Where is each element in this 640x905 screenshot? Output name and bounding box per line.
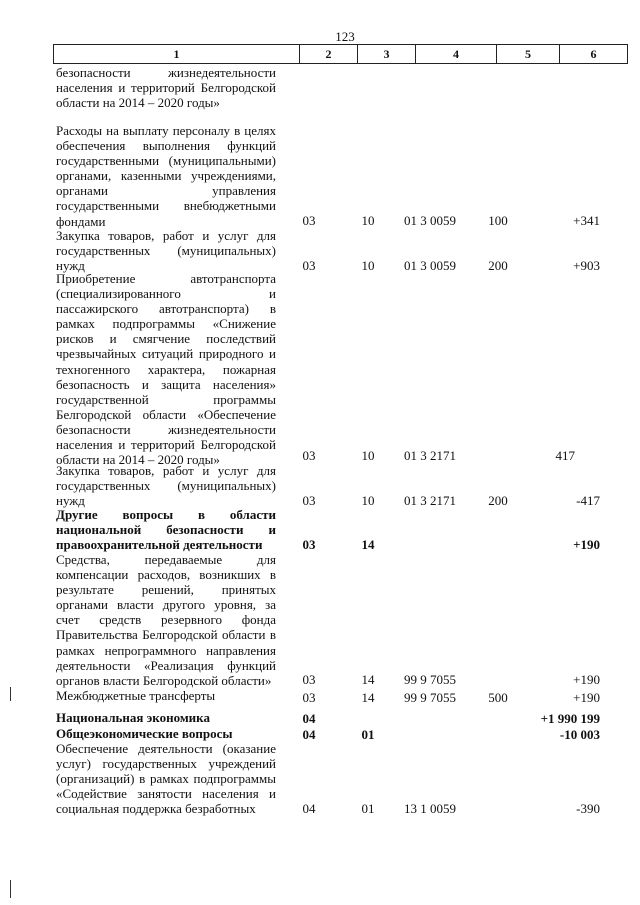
row-section: 03 (302, 671, 316, 687)
row-section: 04 (302, 726, 316, 742)
row-amount: +190 (573, 689, 600, 705)
row-section: 04 (302, 710, 316, 726)
row-description: безопасности жизнедеятельности населения и территорий Белгородской области на 2014 – 2020 годы» (56, 65, 276, 111)
row-amount: 417 (555, 447, 575, 463)
row-description: Другие вопросы в области национальной безопасности и правоохранительной деятельности (56, 507, 276, 553)
table-row (0, 463, 640, 508)
row-amount: +190 (573, 536, 600, 552)
row-description: Приобретение автотранспорта (специализированного и пассажирского автотранспорта) в рамках подпрограммы «Снижение рисков и смягчение последствий чрезвычайных ситуаций природного и техногенного характера, пожарная безопасность и защита населения» государственной программы Белгородской области «Обеспечение безопасности жизнедеятельности населения и территорий Белгородской области на 2014 – 2020 годы» (56, 271, 276, 468)
row-expense-type: 100 (488, 212, 508, 228)
row-target-code: 99 9 7055 (404, 689, 456, 705)
row-subsection: 01 (361, 800, 375, 816)
header-col-2: 2 (300, 45, 358, 64)
row-expense-type: 500 (488, 689, 508, 705)
header-col-4: 4 (416, 45, 497, 64)
table-row (0, 271, 640, 468)
row-amount: -390 (576, 800, 600, 816)
row-amount: +341 (573, 212, 600, 228)
row-subsection: 10 (361, 492, 375, 508)
row-target-code: 01 3 2171 (404, 492, 456, 508)
table-row (0, 507, 640, 552)
row-description: Закупка товаров, работ и услуг для государственных (муниципальных) нужд (56, 228, 276, 274)
table-row (0, 228, 640, 273)
row-amount: +903 (573, 257, 600, 273)
row-amount: -10 003 (559, 726, 600, 742)
row-amount: +190 (573, 671, 600, 687)
table-row (0, 710, 640, 726)
page-number: 123 (335, 29, 355, 44)
table-row (0, 552, 640, 687)
row-section: 03 (302, 212, 316, 228)
row-subsection: 14 (361, 536, 375, 552)
row-target-code: 01 3 2171 (404, 447, 456, 463)
row-section: 04 (302, 800, 316, 816)
row-amount: +1 990 199 (540, 710, 600, 726)
row-subsection: 10 (361, 212, 375, 228)
scan-margin-mark (10, 880, 11, 898)
row-target-code: 99 9 7055 (404, 671, 456, 687)
header-col-5: 5 (497, 45, 560, 64)
row-subsection: 01 (361, 726, 375, 742)
row-description: Общеэкономические вопросы (56, 726, 233, 741)
row-subsection: 10 (361, 257, 375, 273)
header-col-6: 6 (560, 45, 628, 64)
row-description: Межбюджетные трансферты (56, 688, 216, 703)
scan-margin-mark (10, 687, 11, 701)
row-target-code: 01 3 0059 (404, 212, 456, 228)
row-expense-type: 200 (488, 492, 508, 508)
table-row (0, 123, 640, 228)
table-row (0, 65, 640, 110)
header-col-3: 3 (358, 45, 416, 64)
row-description: Закупка товаров, работ и услуг для государственных (муниципальных) нужд (56, 463, 276, 509)
row-section: 03 (302, 492, 316, 508)
table-row (0, 688, 640, 705)
row-section: 03 (302, 447, 316, 463)
header-col-1: 1 (54, 45, 300, 64)
row-description: Обеспечение деятельности (оказание услуг) государственных учреждений (организаций) в рамках подпрограммы «Содействие занятости населения и социальная поддержка безработных (56, 741, 276, 817)
row-subsection: 10 (361, 447, 375, 463)
row-section: 03 (302, 689, 316, 705)
row-subsection: 14 (361, 689, 375, 705)
row-description: Расходы на выплату персоналу в целях обеспечения выполнения функций государственными (муниципальными) органами, казенными учреждениями, органами управления государственными внебюджетными фондами (56, 123, 276, 229)
row-description: Средства, передаваемые для компенсации расходов, возникших в результате решений, принятых органами власти другого уровня, за счет средств резервного фонда Правительства Белгородской области в рамках непрограммного направления деятельности «Реализация функций органов власти Белгородской области» (56, 552, 276, 688)
row-amount: -417 (576, 492, 600, 508)
table-row (0, 726, 640, 742)
row-description: Национальная экономика (56, 710, 210, 725)
row-section: 03 (302, 257, 316, 273)
row-expense-type: 200 (488, 257, 508, 273)
row-section: 03 (302, 536, 316, 552)
row-subsection: 14 (361, 671, 375, 687)
row-target-code: 01 3 0059 (404, 257, 456, 273)
row-target-code: 13 1 0059 (404, 800, 456, 816)
table-row (0, 741, 640, 816)
